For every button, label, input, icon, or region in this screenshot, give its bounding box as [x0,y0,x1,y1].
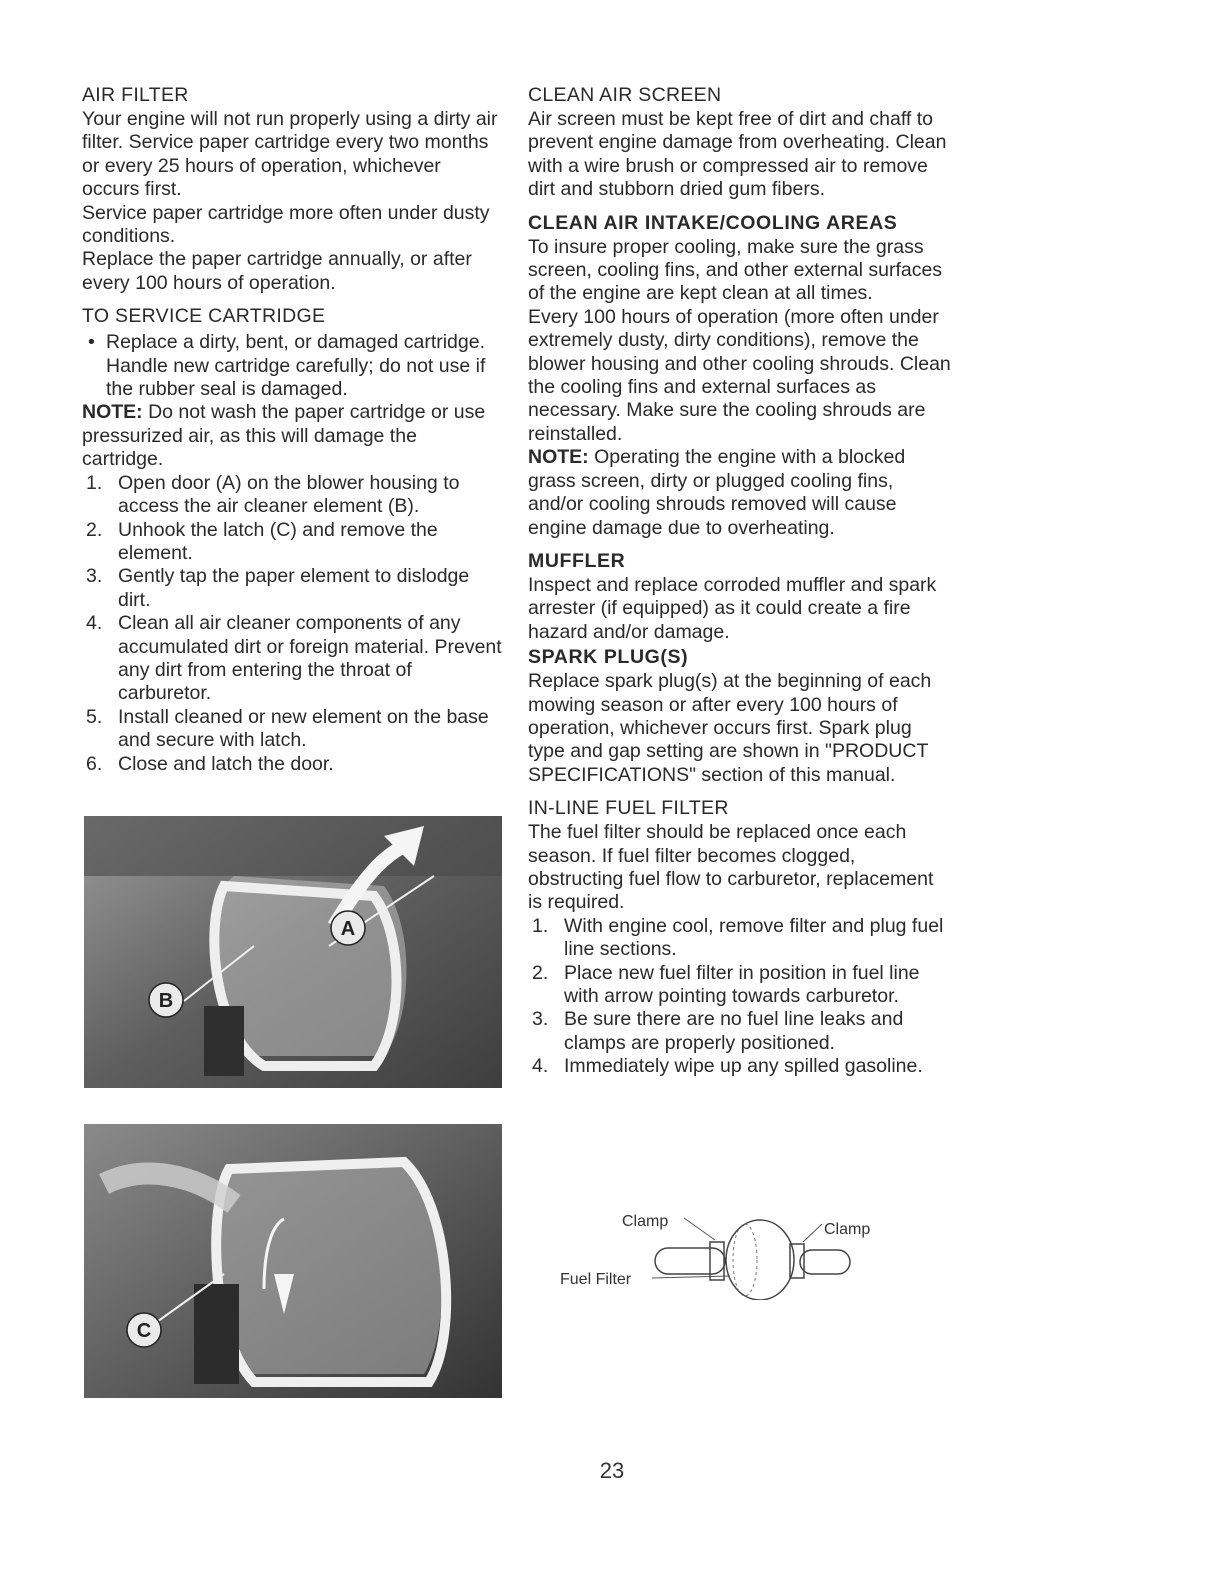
photo-illustration [84,1124,502,1398]
fuel-filter-diagram [560,1208,900,1300]
service-note [82,401,502,471]
step-text: Open door (A) on the blower housing to access the air cleaner element (B). [118,471,460,518]
clean-air-screen-heading: CLEAN AIR SCREEN [528,84,722,106]
callout-a-label: A [340,918,356,940]
step-number: 3. [532,1008,549,1031]
step-number: 6. [86,752,103,775]
right-column [528,82,952,1079]
step-text: With engine cool, remove filter and plug fuel line sections. [564,914,944,961]
step-number: 2. [86,518,103,541]
step-text: Clean all air cleaner components of any accumulated dirt or foreign material. Prevent any dirt from entering the throat of carburetor. [118,612,502,705]
step-text: Unhook the latch (C) and remove the element. [118,518,438,564]
note-text: Operating the engine with a blocked grass screen, dirty or plugged cooling fins, and/or cooling shrouds removed will cause engine damage due to overheating. [528,446,906,539]
list-item [528,1008,952,1055]
air-filter-paragraph-2: Service paper cartridge more often under dusty conditions. [82,201,490,248]
left-column [82,82,502,776]
step-text: Gently tap the paper element to dislodge dirt. [118,565,470,611]
list-item [528,915,952,962]
fuel-filter-label: Fuel Filter [560,1271,632,1288]
air-filter-paragraph-3: Replace the paper cartridge annually, or after every 100 hours of operation. [82,248,472,294]
muffler-text: Inspect and replace corroded muffler and spark arrester (if equipped) as it could create a fire hazard and/or damage. [528,573,937,643]
step-text: Place new fuel filter in position in fuel line with arrow pointing towards carburetor. [564,961,920,1007]
list-item [82,565,502,612]
step-number: 1. [86,471,103,494]
fuel-line-right [800,1250,850,1274]
clean-intake-paragraph-2: Every 100 hours of operation (more often under extremely dusty, dirty conditions), remove the blower housing and other cooling shrouds. Clean the cooling fins and external surfaces as necessary. Make sure the cooling shrouds are reinstalled. [528,305,951,445]
air-filter-paragraph-1: Your engine will not run properly using a dirty air filter. Service paper cartridge every two months or every 25 hours of operation, whichever occurs first. [82,108,498,201]
step-text: Install cleaned or new element on the base and secure with latch. [118,705,489,752]
step-number: 4. [532,1055,549,1078]
callout-b-label: B [158,990,174,1012]
list-item [82,753,502,776]
service-steps-list [82,472,502,776]
clean-intake-note [528,446,952,540]
note-text: Do not wash the paper cartridge or use pressurized air, as this will damage the cartridge. [82,401,486,471]
list-item [82,612,502,706]
fuel-filter-steps-list [528,915,952,1079]
fuel-filter-heading: IN-LINE FUEL FILTER [528,797,729,820]
spark-plugs-text: Replace spark plug(s) at the beginning of each mowing season or after every 100 hours of operation, whichever occurs first. Spark plug type and gap setting are shown in "PRODUCT SPECIFICATIONS" section of this manual. [528,670,932,786]
muffler-heading: MUFFLER [528,549,626,572]
step-number: 4. [86,612,103,635]
step-text: Be sure there are no fuel line leaks and clamps are properly positioned. [564,1008,904,1054]
spark-plugs-heading: SPARK PLUG(S) [528,646,689,669]
fuel-filter-body [726,1220,794,1300]
clamp-right-label: Clamp [824,1221,871,1238]
fuel-line-left [655,1248,725,1274]
fuel-filter-text: The fuel filter should be replaced once each season. If fuel filter becomes clogged, obstructing fuel flow to carburetor, replacement is required. [528,821,934,914]
list-item [528,962,952,1009]
service-cartridge-heading: TO SERVICE CARTRIDGE [82,305,326,328]
note-label: NOTE: [528,446,589,469]
note-label: NOTE: [82,401,143,424]
step-text: Immediately wipe up any spilled gasoline. [564,1055,923,1078]
step-number: 3. [86,565,103,588]
clean-intake-heading: CLEAN AIR INTAKE/COOLING AREAS [528,211,898,234]
list-item [82,706,502,753]
step-number: 2. [532,961,549,984]
step-number: 5. [86,705,103,728]
photo-illustration [84,816,502,1088]
list-item [528,1055,952,1078]
step-number: 1. [532,914,549,937]
clean-air-screen-text: Air screen must be kept free of dirt and chaff to prevent engine damage from overheating. Clean with a wire brush or compressed air to remove dirt and stubborn dried gum fibers. [528,108,947,201]
clean-intake-paragraph-1: To insure proper cooling, make sure the grass screen, cooling fins, and other external surfaces of the engine are kept clean at all times. [528,235,943,305]
air-cleaner-photo-latch [84,1124,502,1398]
step-text: Close and latch the door. [118,752,334,775]
air-filter-heading: AIR FILTER [82,84,189,106]
list-item [82,519,502,566]
list-item [82,472,502,519]
service-bullet-list [82,331,502,401]
page-number: 23 [599,1458,625,1483]
service-bullet-item: • Replace a dirty, bent, or damaged cartridge. Handle new cartridge carefully; do not use if the rubber seal is damaged. [82,331,502,401]
callout-c-label: C [136,1320,152,1342]
air-cleaner-photo-open-door [84,816,502,1088]
clamp-left-label: Clamp [622,1213,669,1230]
